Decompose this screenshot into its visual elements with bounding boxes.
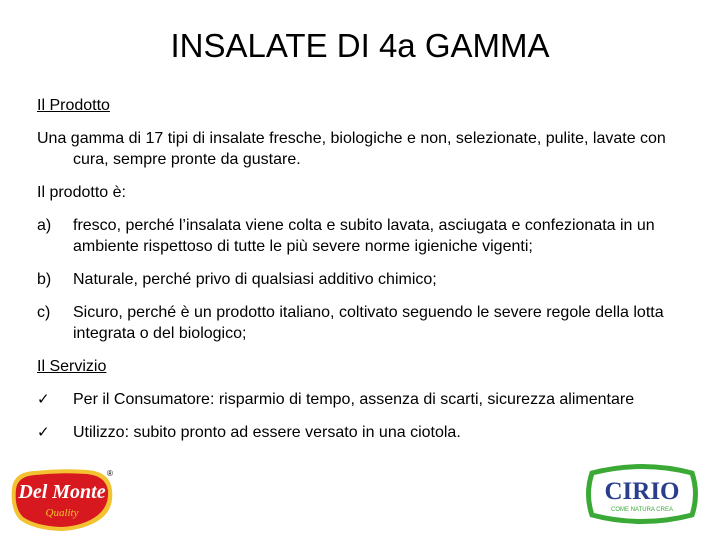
list-item-text: Sicuro, perché è un prodotto italiano, coltivato seguendo le severe regole della lotta integrata o del biologico; xyxy=(73,304,664,342)
list-marker: b) xyxy=(37,271,52,288)
registered-mark: ® xyxy=(107,469,113,478)
del-monte-tagline: Quality xyxy=(45,507,79,519)
section-heading-servizio: Il Servizio xyxy=(37,358,107,375)
cirio-logo xyxy=(582,461,702,527)
list-item-text: Utilizzo: subito pronto ad essere versato in una ciotola. xyxy=(73,424,461,441)
cirio-wordmark: CIRIO xyxy=(604,478,680,505)
list-item xyxy=(37,389,697,410)
list-marker: c) xyxy=(37,304,51,321)
list-item xyxy=(37,422,697,443)
slide-title: INSALATE DI 4a GAMMA xyxy=(170,27,550,64)
del-monte-logo xyxy=(6,466,116,534)
list-item xyxy=(37,269,697,290)
section-heading-prodotto: Il Prodotto xyxy=(37,97,110,114)
checkmark-icon: ✓ xyxy=(37,424,50,441)
list-item xyxy=(37,302,697,344)
cirio-tagline: COME NATURA CREA xyxy=(611,507,673,513)
product-is-label: Il prodotto è: xyxy=(37,184,126,201)
list-item-text: fresco, perché l’insalata viene colta e subito lavata, asciugata e confezionata in un ambiente rispettoso di tutte le più severe norme igieniche vigenti; xyxy=(73,217,655,255)
list-item-text: Per il Consumatore: risparmio di tempo, assenza di scarti, sicurezza alimentare xyxy=(73,391,635,408)
slide-body xyxy=(37,95,697,455)
list-item-text: Naturale, perché privo di qualsiasi additivo chimico; xyxy=(73,271,437,288)
list-item xyxy=(37,215,697,257)
intro-paragraph: Una gamma di 17 tipi di insalate fresche, biologiche e non, selezionate, pulite, lavate con cura, sempre pronte da gustare. xyxy=(37,130,666,168)
list-marker: a) xyxy=(37,217,52,234)
checkmark-icon: ✓ xyxy=(37,391,50,408)
del-monte-wordmark: Del Monte xyxy=(18,481,106,503)
